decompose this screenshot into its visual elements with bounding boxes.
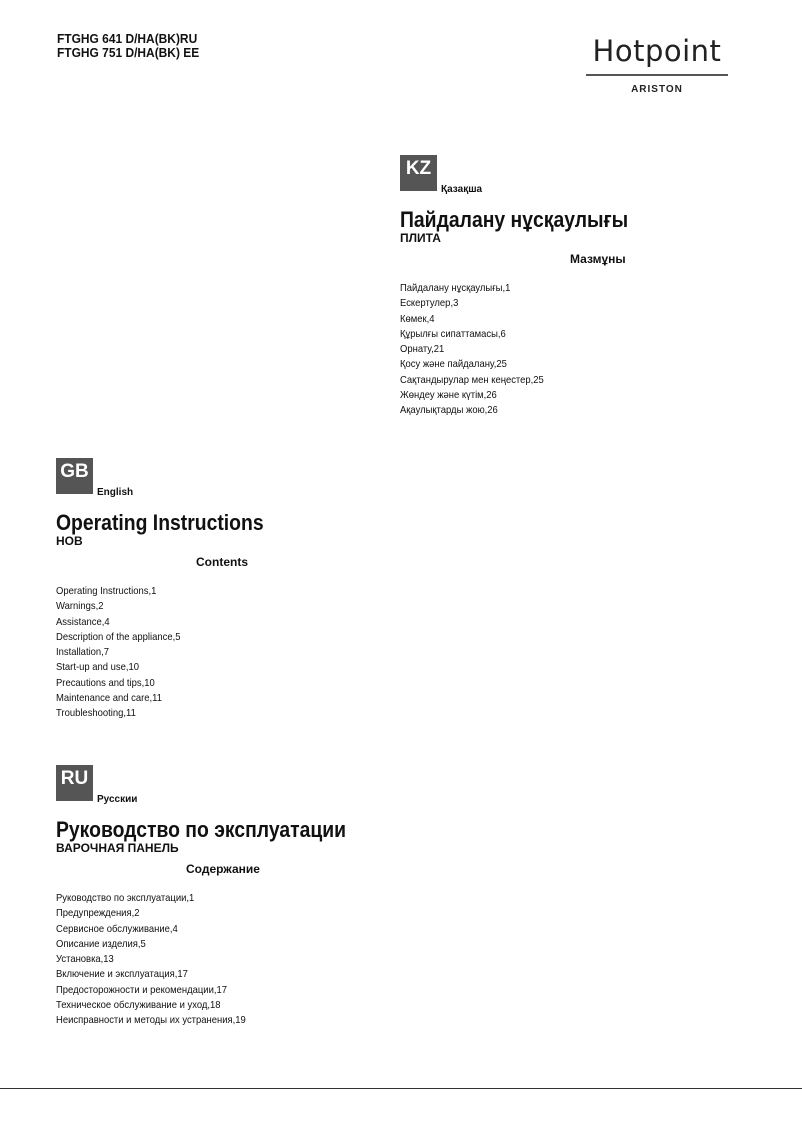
toc-item[interactable]: Неисправности и методы их устранения,19 bbox=[56, 1014, 246, 1027]
toc-item[interactable]: Жөндеу және күтім,26 bbox=[400, 389, 497, 402]
table-of-contents bbox=[56, 584, 181, 722]
section-subtitle: ВАРОЧНАЯ ПАНЕЛЬ bbox=[56, 841, 179, 855]
toc-item[interactable]: Включение и эксплуатация,17 bbox=[56, 968, 188, 981]
toc-item[interactable]: Руководство по эксплуатации,1 bbox=[56, 892, 195, 904]
toc-item[interactable]: Ақаулықтарды жою,26 bbox=[400, 404, 498, 417]
language-label: Русскии bbox=[97, 794, 138, 805]
toc-item[interactable]: Техническое обслуживание и уход,18 bbox=[56, 999, 221, 1012]
contents-heading: Содержание bbox=[186, 862, 260, 876]
section-title: Пайдалану нұсқаулығы bbox=[400, 207, 629, 232]
section-subtitle: ПЛИТА bbox=[400, 231, 441, 245]
model-number: FTGHG 641 D/HA(BK)RU bbox=[57, 31, 198, 46]
toc-item[interactable]: Құрылғы сипаттамасы,6 bbox=[400, 327, 506, 340]
language-badge: GB bbox=[56, 458, 93, 494]
toc-item[interactable]: Предупреждения,2 bbox=[56, 907, 140, 920]
toc-item[interactable]: Установка,13 bbox=[56, 953, 114, 966]
toc-item[interactable]: Precautions and tips,10 bbox=[56, 676, 155, 689]
language-label: English bbox=[97, 487, 134, 498]
logo-brand: Hotpoint bbox=[592, 34, 722, 68]
language-badge: RU bbox=[56, 765, 93, 801]
toc-item[interactable]: Assistance,4 bbox=[56, 615, 110, 628]
contents-heading: Contents bbox=[196, 555, 248, 569]
table-of-contents bbox=[56, 891, 246, 1029]
toc-item[interactable]: Ескертулер,3 bbox=[400, 297, 459, 310]
language-badge: KZ bbox=[400, 155, 437, 191]
language-label: Қазақша bbox=[441, 184, 483, 195]
toc-item[interactable]: Қосу және пайдалану,25 bbox=[400, 358, 507, 371]
toc-item[interactable]: Предосторожности и рекомендации,17 bbox=[56, 983, 227, 996]
section-subtitle: HOB bbox=[56, 534, 83, 548]
logo-sub: ARISTON bbox=[631, 84, 683, 95]
toc-item[interactable]: Сервисное обслуживание,4 bbox=[56, 922, 178, 935]
logo-divider bbox=[586, 74, 728, 76]
toc-item[interactable]: Көмек,4 bbox=[400, 312, 435, 325]
toc-item[interactable]: Installation,7 bbox=[56, 646, 110, 659]
toc-item[interactable]: Описание изделия,5 bbox=[56, 937, 146, 950]
footer-divider bbox=[0, 1088, 802, 1089]
toc-item[interactable]: Орнату,21 bbox=[400, 343, 445, 356]
section-title: Руководство по эксплуатации bbox=[56, 817, 347, 842]
toc-item[interactable]: Сақтандырулар мен кеңестер,25 bbox=[400, 373, 544, 386]
model-number: FTGHG 751 D/HA(BK) EE bbox=[57, 45, 200, 60]
toc-item[interactable]: Troubleshooting,11 bbox=[56, 707, 136, 720]
section-title: Operating Instructions bbox=[56, 510, 264, 535]
toc-item[interactable]: Start-up and use,10 bbox=[56, 661, 140, 674]
contents-heading: Мазмұны bbox=[570, 252, 626, 266]
table-of-contents bbox=[400, 281, 544, 419]
model-numbers bbox=[57, 32, 199, 60]
toc-item[interactable]: Description of the appliance,5 bbox=[56, 630, 181, 643]
toc-item[interactable]: Warnings,2 bbox=[56, 600, 104, 613]
hotpoint-ariston-logo bbox=[582, 36, 732, 95]
toc-item[interactable]: Пайдалану нұсқаулығы,1 bbox=[400, 282, 511, 294]
toc-item[interactable]: Maintenance and care,11 bbox=[56, 692, 162, 705]
toc-item[interactable]: Operating Instructions,1 bbox=[56, 585, 157, 597]
